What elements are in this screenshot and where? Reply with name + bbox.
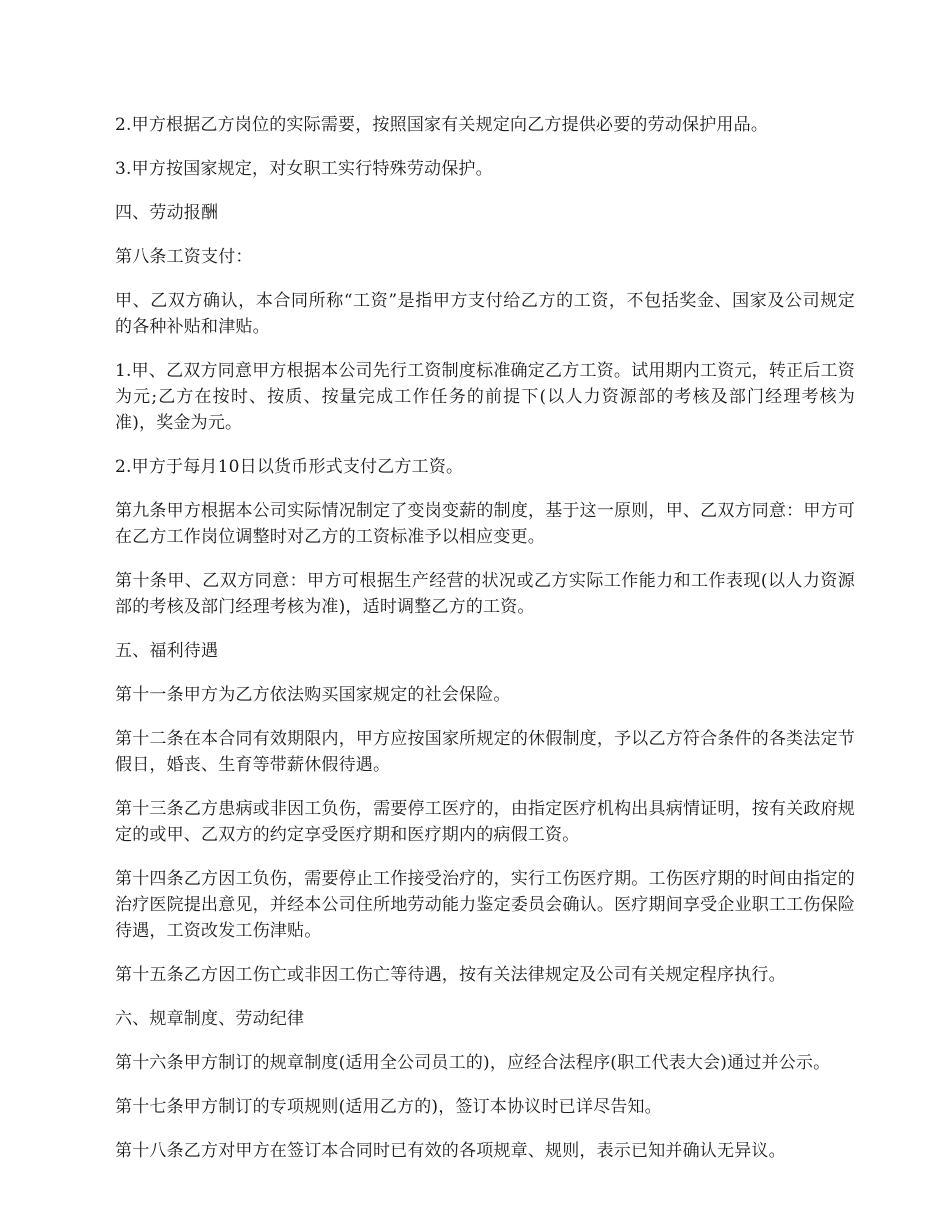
article-9: 第九条甲方根据本公司实际情况制定了变岗变薪的制度，基于这一原则，甲、乙双方同意：甲方可在乙方工作岗位调整时对乙方的工资标准予以相应变更。 <box>115 501 855 547</box>
article-12: 第十二条在本合同有效期限内，甲方应按国家所规定的休假制度，予以乙方符合条件的各类法定节假日，婚丧、生育等带薪休假待遇。 <box>115 729 855 775</box>
article-8-heading: 第八条工资支付： <box>115 247 253 267</box>
article-10: 第十条甲、乙双方同意：甲方可根据生产经营的状况或乙方实际工作能力和工作表现(以人力资源部的考核及部门经理考核为准)，适时调整乙方的工资。 <box>115 571 855 617</box>
section-heading-remuneration: 四、劳动报酬 <box>115 203 219 223</box>
paragraph-ppe-supply: 2.甲方根据乙方岗位的实际需要，按照国家有关规定向乙方提供必要的劳动保护用品。 <box>115 115 769 135</box>
section-heading-rules: 六、规章制度、劳动纪律 <box>115 1009 305 1029</box>
article-17: 第十七条甲方制订的专项规则(适用乙方的)，签订本协议时已详尽告知。 <box>115 1097 662 1117</box>
section-heading-welfare: 五、福利待遇 <box>115 641 219 661</box>
paragraph-pay-date: 2.甲方于每月10日以货币形式支付乙方工资。 <box>115 457 464 477</box>
article-14: 第十四条乙方因工负伤，需要停止工作接受治疗的，实行工伤医疗期。工伤医疗期的时间由指定的治疗医院提出意见，并经本公司住所地劳动能力鉴定委员会确认。医疗期间享受企业职工工伤保险待遇，工资改发工伤津贴。 <box>115 869 855 941</box>
paragraph-wage-standard: 1.甲、乙双方同意甲方根据本公司先行工资制度标准确定乙方工资。试用期内工资元，转正后工资为元;乙方在按时、按质、按量完成工作任务的前提下(以人力资源部的考核及部门经理考核为准)，奖金为元。 <box>115 361 855 433</box>
document-page <box>115 112 855 1182</box>
article-15: 第十五条乙方因工伤亡或非因工伤亡等待遇，按有关法律规定及公司有关规定程序执行。 <box>115 965 786 985</box>
article-18: 第十八条乙方对甲方在签订本合同时已有效的各项规章、规则，表示已知并确认无异议。 <box>115 1141 786 1161</box>
article-13: 第十三条乙方患病或非因工负伤，需要停工医疗的，由指定医疗机构出具病情证明，按有关政府规定的或甲、乙双方的约定享受医疗期和医疗期内的病假工资。 <box>115 799 855 845</box>
paragraph-wage-definition: 甲、乙双方确认，本合同所称“工资”是指甲方支付给乙方的工资，不包括奖金、国家及公司规定的各种补贴和津贴。 <box>115 291 855 337</box>
paragraph-female-protection: 3.甲方按国家规定，对女职工实行特殊劳动保护。 <box>115 159 493 179</box>
article-16: 第十六条甲方制订的规章制度(适用全公司员工的)，应经合法程序(职工代表大会)通过并公示。 <box>115 1053 831 1073</box>
article-11: 第十一条甲方为乙方依法购买国家规定的社会保险。 <box>115 685 511 705</box>
